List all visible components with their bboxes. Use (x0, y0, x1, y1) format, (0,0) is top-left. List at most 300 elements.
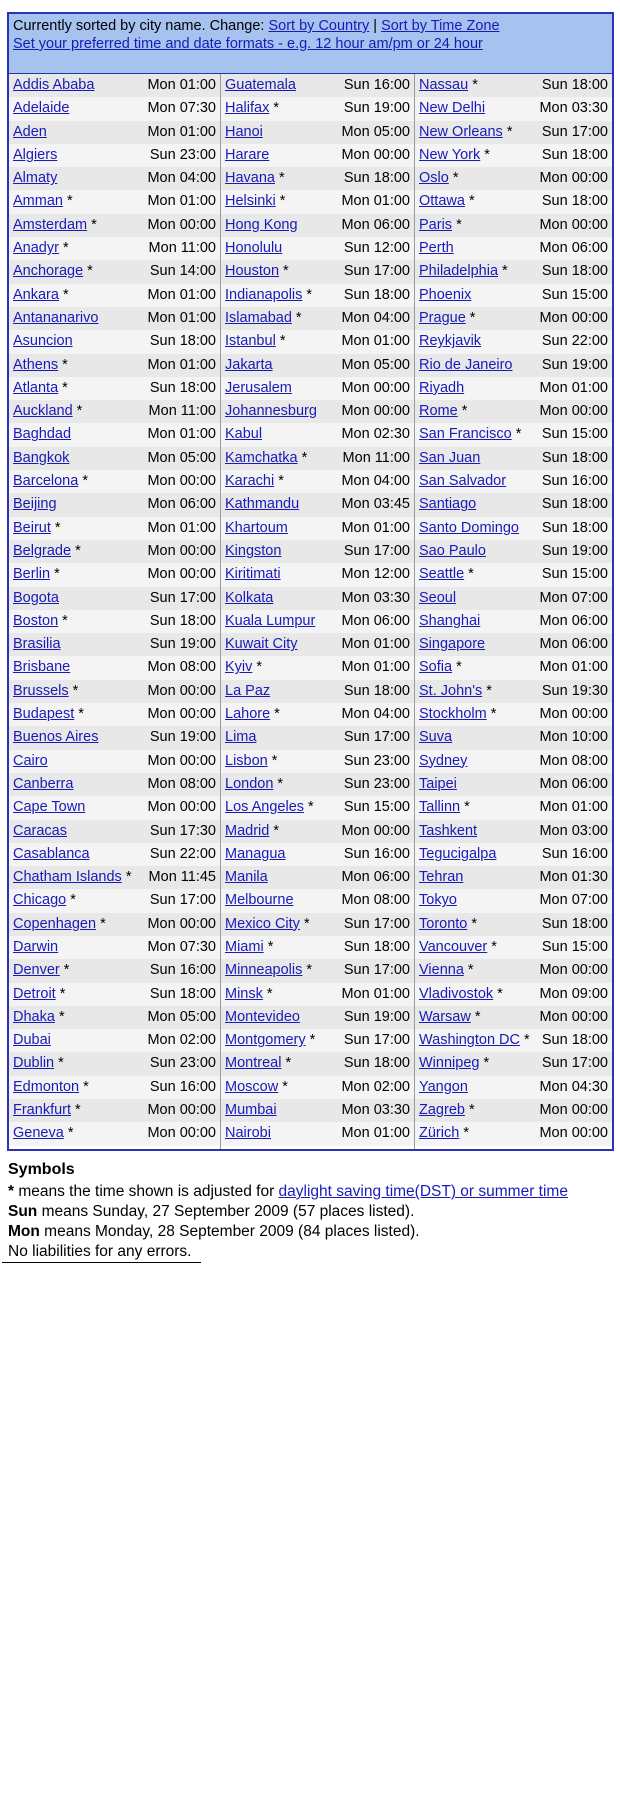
city-link[interactable]: Copenhagen (13, 915, 97, 932)
city-cell (419, 610, 480, 633)
city-row (415, 959, 612, 982)
city-link[interactable]: London (225, 775, 274, 792)
city-cell (225, 144, 269, 167)
local-time: Mon 00:00 (539, 1125, 608, 1142)
city-cell (13, 97, 69, 120)
city-link[interactable]: Anchorage (13, 263, 84, 280)
city-link[interactable]: Washington DC (419, 1032, 521, 1049)
city-link[interactable]: Casablanca (13, 845, 90, 862)
city-link[interactable]: Guatemala (225, 77, 296, 93)
city-link[interactable]: Rio de Janeiro (419, 356, 513, 373)
local-time: Mon 02:00 (147, 1032, 216, 1049)
city-link[interactable]: Tallinn (419, 799, 461, 816)
city-link[interactable]: Winnipeg (419, 1055, 480, 1072)
city-cell (419, 447, 480, 470)
city-row (415, 423, 612, 446)
local-time: Sun 15:00 (343, 799, 410, 816)
city-link[interactable]: Vancouver (419, 938, 488, 955)
dst-marker: * (63, 1125, 74, 1142)
city-link[interactable]: San Francisco (419, 426, 512, 443)
city-cell (419, 400, 467, 423)
city-link[interactable]: Ottawa (419, 193, 465, 210)
city-link[interactable]: Kolkata (225, 589, 274, 606)
city-row (415, 750, 612, 773)
city-link[interactable]: Vladivostok (419, 985, 494, 1002)
city-link[interactable]: Chicago (13, 892, 67, 909)
city-link[interactable]: Indianapolis (225, 286, 303, 303)
local-time: Mon 00:00 (539, 403, 608, 420)
city-row (221, 237, 414, 260)
dst-marker: * (269, 822, 279, 839)
city-row (415, 563, 612, 586)
city-link[interactable]: Istanbul (225, 333, 276, 350)
city-link[interactable]: Brasilia (13, 636, 61, 653)
local-time: Sun 18:00 (541, 1032, 608, 1049)
city-link[interactable]: Bogota (13, 589, 59, 606)
city-row (221, 284, 414, 307)
local-time: Mon 01:00 (341, 659, 410, 676)
city-link[interactable]: Mexico City (225, 915, 300, 932)
city-cell (225, 843, 285, 866)
city-link[interactable]: Darwin (13, 938, 59, 955)
local-time: Mon 06:00 (539, 636, 608, 653)
city-link[interactable]: Baghdad (13, 426, 72, 443)
city-link[interactable]: Islamabad (225, 309, 292, 326)
city-link[interactable]: Almaty (13, 170, 58, 187)
city-link[interactable]: Nassau (419, 77, 469, 93)
city-row (221, 377, 414, 400)
city-link[interactable]: Sofia (419, 659, 453, 676)
city-cell (225, 447, 307, 470)
formats-line (13, 35, 483, 53)
local-time: Mon 04:30 (539, 1078, 608, 1095)
city-link[interactable]: Berlin (13, 566, 51, 583)
dst-marker: * (59, 962, 70, 979)
city-link[interactable]: Adelaide (13, 100, 70, 117)
city-link[interactable]: Dhaka (13, 1008, 55, 1025)
city-link[interactable]: Tegucigalpa (419, 845, 497, 862)
city-link[interactable]: Kuwait City (225, 636, 298, 653)
local-time: Sun 23:00 (343, 752, 410, 769)
city-link[interactable]: Prague (419, 309, 466, 326)
local-time: Mon 00:00 (147, 542, 216, 559)
city-cell (13, 703, 84, 726)
local-time: Mon 07:30 (147, 100, 216, 117)
city-row (9, 656, 220, 679)
city-link[interactable]: Tehran (419, 869, 464, 886)
city-link[interactable]: Santo Domingo (419, 519, 519, 536)
city-link[interactable]: Dublin (13, 1055, 55, 1072)
local-time: Mon 01:00 (147, 356, 216, 373)
city-link[interactable]: Brisbane (13, 659, 71, 676)
city-cell (13, 843, 90, 866)
city-link[interactable]: Santiago (419, 496, 477, 513)
local-time: Mon 00:00 (147, 566, 216, 583)
city-cell (225, 470, 284, 493)
city-link[interactable]: Addis Ababa (13, 77, 95, 93)
city-link[interactable]: Tashkent (419, 822, 478, 839)
city-row (415, 1052, 612, 1075)
city-link[interactable]: Asuncion (13, 333, 73, 350)
city-cell (13, 796, 85, 819)
city-link[interactable]: Frankfurt (13, 1102, 72, 1119)
city-link[interactable]: Madrid (225, 822, 270, 839)
city-link[interactable]: Lisbon (225, 752, 268, 769)
city-link[interactable]: Kathmandu (225, 496, 300, 513)
city-link[interactable]: Tokyo (419, 892, 457, 909)
city-link[interactable]: Athens (13, 356, 59, 373)
city-link[interactable]: Manila (225, 869, 268, 886)
city-link[interactable]: Suva (419, 729, 453, 746)
dst-legend-text: means the time shown is adjusted for (14, 1183, 279, 1200)
city-link[interactable]: Barcelona (13, 473, 79, 490)
local-time: Mon 06:00 (341, 216, 410, 233)
local-time: Sun 18:00 (343, 1055, 410, 1072)
city-cell (13, 1006, 65, 1029)
city-link[interactable]: Dubai (13, 1032, 51, 1049)
city-cell (13, 889, 76, 912)
city-cell (225, 121, 263, 144)
local-time: Mon 06:00 (341, 869, 410, 886)
city-row (9, 773, 220, 796)
city-row (221, 517, 414, 540)
city-link[interactable]: Moscow (225, 1078, 279, 1095)
local-time: Sun 19:30 (541, 682, 608, 699)
city-cell (419, 470, 506, 493)
local-time: Sun 17:00 (541, 1055, 608, 1072)
symbols-legend (8, 1158, 620, 1263)
city-link[interactable]: Montgomery (225, 1032, 306, 1049)
local-time: Mon 07:00 (539, 589, 608, 606)
city-row (415, 354, 612, 377)
local-time: Sun 16:00 (541, 473, 608, 490)
city-link[interactable]: Amman (13, 193, 63, 210)
city-row (9, 307, 220, 330)
dst-marker: * (74, 706, 84, 723)
city-link[interactable]: Kiritimati (225, 566, 281, 583)
local-time: Sun 18:00 (343, 682, 410, 699)
dst-marker: * (463, 962, 474, 979)
city-cell (419, 680, 492, 703)
city-link[interactable]: Detroit (13, 985, 56, 1002)
city-link[interactable]: Minsk (225, 985, 263, 1002)
local-time: Mon 11:45 (148, 869, 216, 886)
city-link[interactable]: St. John's (419, 682, 483, 699)
local-time: Sun 23:00 (343, 775, 410, 792)
local-time: Mon 00:00 (147, 682, 216, 699)
dst-marker: * (302, 962, 313, 979)
city-link[interactable]: Beijing (13, 496, 57, 513)
city-link[interactable]: Zürich (419, 1125, 460, 1142)
city-link[interactable]: Montevideo (225, 1008, 300, 1025)
city-row (221, 74, 414, 97)
city-row (221, 959, 414, 982)
dst-marker: * (498, 263, 508, 280)
city-row (221, 470, 414, 493)
city-link[interactable]: Perth (419, 240, 454, 257)
city-cell (225, 680, 270, 703)
city-link[interactable]: Denver (13, 962, 60, 979)
city-link[interactable]: La Paz (225, 682, 271, 699)
city-row (221, 1052, 414, 1075)
city-link[interactable]: New Delhi (419, 100, 486, 117)
city-link[interactable]: Sydney (419, 752, 468, 769)
city-link[interactable]: Vienna (419, 962, 464, 979)
city-link[interactable]: Khartoum (225, 519, 288, 536)
city-cell (419, 633, 485, 656)
city-link[interactable]: Managua (225, 845, 286, 862)
sort-by-country-link[interactable]: Sort by Country (268, 18, 370, 34)
city-link[interactable]: Yangon (419, 1078, 468, 1095)
local-time: Mon 01:00 (147, 426, 216, 443)
city-cell (13, 1052, 64, 1075)
city-row (415, 1122, 612, 1145)
city-row (415, 587, 612, 610)
dst-marker: * (457, 403, 468, 420)
city-link[interactable]: Aden (13, 123, 47, 140)
city-row (221, 750, 414, 773)
city-cell (419, 540, 486, 563)
city-link[interactable]: Buenos Aires (13, 729, 99, 746)
local-time: Mon 00:00 (147, 1125, 216, 1142)
city-link[interactable]: Phoenix (419, 286, 472, 303)
city-link[interactable]: Oslo (419, 170, 449, 187)
dst-marker: * (278, 1078, 288, 1095)
city-row (9, 587, 220, 610)
local-time: Mon 01:00 (341, 193, 410, 210)
city-cell (13, 354, 68, 377)
city-cell (225, 167, 285, 190)
city-link[interactable]: Riyadh (419, 379, 465, 396)
city-link[interactable]: Reykjavik (419, 333, 482, 350)
city-link[interactable]: Seoul (419, 589, 457, 606)
city-link[interactable]: Shanghai (419, 612, 481, 629)
local-time: Mon 00:00 (341, 403, 410, 420)
city-link[interactable]: Singapore (419, 636, 486, 653)
dst-marker: * (274, 170, 285, 187)
city-link[interactable]: Kabul (225, 426, 263, 443)
city-cell (225, 330, 285, 353)
local-time: Sun 17:00 (343, 729, 410, 746)
city-link[interactable]: Stockholm (419, 706, 487, 723)
city-cell (225, 633, 298, 656)
local-time: Mon 01:30 (539, 869, 608, 886)
city-link[interactable]: Warsaw (419, 1008, 471, 1025)
city-row (221, 633, 414, 656)
city-link[interactable]: Anadyr (13, 240, 59, 257)
sun-legend-text: means Sunday, 27 September 2009 (57 places listed). (37, 1203, 415, 1220)
city-link[interactable]: Harare (225, 146, 270, 163)
city-link[interactable]: Edmonton (13, 1078, 80, 1095)
city-link[interactable]: Honolulu (225, 240, 283, 257)
city-cell (225, 260, 289, 283)
mon-legend-text: means Monday, 28 September 2009 (84 places listed). (39, 1223, 420, 1240)
city-cell (225, 237, 282, 260)
city-link[interactable]: Antananarivo (13, 309, 99, 326)
local-time: Sun 17:00 (343, 263, 410, 280)
city-link[interactable]: Toronto (419, 915, 468, 932)
city-cell (225, 563, 281, 586)
city-link[interactable]: Cairo (13, 752, 48, 769)
city-link[interactable]: Houston (225, 263, 280, 280)
dst-marker: * (467, 915, 478, 932)
world-clock-table (7, 12, 614, 1151)
city-cell (419, 983, 503, 1006)
city-row (221, 97, 414, 120)
local-time: Mon 05:00 (147, 449, 216, 466)
city-link[interactable]: Budapest (13, 706, 75, 723)
city-link[interactable]: Karachi (225, 473, 275, 490)
local-time: Mon 00:00 (147, 1102, 216, 1119)
city-row (221, 214, 414, 237)
local-time: Mon 04:00 (341, 706, 410, 723)
dst-marker: * (297, 449, 308, 466)
city-cell (225, 190, 285, 213)
city-row (221, 167, 414, 190)
dst-marker: * (464, 193, 475, 210)
city-cell (13, 517, 61, 540)
local-time: Sun 18:00 (343, 938, 410, 955)
local-time: Sun 18:00 (541, 519, 608, 536)
city-cell (225, 1099, 277, 1122)
city-link[interactable]: New Orleans (419, 123, 503, 140)
city-cell (225, 796, 314, 819)
city-link[interactable]: Melbourne (225, 892, 294, 909)
dst-marker: * (302, 286, 313, 303)
city-link[interactable]: Halifax (225, 100, 270, 117)
city-link[interactable]: Algiers (13, 146, 58, 163)
city-cell (225, 1006, 300, 1029)
city-cell (13, 773, 73, 796)
dst-marker: * (274, 473, 284, 490)
local-time: Sun 19:00 (149, 729, 216, 746)
local-time: Sun 22:00 (541, 333, 608, 350)
city-cell (225, 1052, 291, 1075)
dst-marker: * (54, 1008, 65, 1025)
city-link[interactable]: Paris (419, 216, 453, 233)
city-row (415, 260, 612, 283)
city-link[interactable]: Seattle (419, 566, 465, 583)
local-time: Sun 16:00 (541, 845, 608, 862)
dst-marker: * (464, 566, 474, 583)
city-link[interactable]: Mumbai (225, 1102, 277, 1119)
city-cell (419, 1006, 481, 1029)
city-link[interactable]: New York (419, 146, 481, 163)
local-time: Mon 11:00 (342, 449, 410, 466)
dst-info-link[interactable]: daylight saving time(DST) or summer time (278, 1183, 568, 1200)
local-time: Sun 15:00 (541, 286, 608, 303)
city-link[interactable]: San Salvador (419, 473, 507, 490)
city-link[interactable]: Beirut (13, 519, 51, 536)
city-row (415, 121, 612, 144)
city-link[interactable]: Sao Paulo (419, 542, 486, 559)
city-link[interactable]: Los Angeles (225, 799, 305, 816)
city-link[interactable]: Taipei (419, 775, 457, 792)
city-row (9, 97, 220, 120)
local-time: Sun 18:00 (541, 449, 608, 466)
city-row (415, 284, 612, 307)
city-link[interactable]: Jerusalem (225, 379, 292, 396)
city-row (9, 144, 220, 167)
dst-marker: * (299, 915, 310, 932)
local-time: Sun 18:00 (149, 612, 216, 629)
local-time: Mon 01:00 (341, 985, 410, 1002)
city-link[interactable]: Johannesburg (225, 403, 317, 420)
dst-marker: * (486, 706, 497, 723)
city-link[interactable]: Chatham Islands (13, 869, 122, 886)
city-link[interactable]: Jakarta (225, 356, 273, 373)
city-cell (13, 656, 70, 679)
local-time: Mon 12:00 (341, 566, 410, 583)
city-link[interactable]: Hanoi (225, 123, 263, 140)
city-link[interactable]: Kamchatka (225, 449, 298, 466)
city-link[interactable]: Hong Kong (225, 216, 298, 233)
city-link[interactable]: Bangkok (13, 449, 70, 466)
city-link[interactable]: Lahore (225, 706, 271, 723)
city-link[interactable]: Geneva (13, 1125, 64, 1142)
city-cell (13, 1122, 73, 1145)
city-link[interactable]: Belgrade (13, 542, 72, 559)
city-link[interactable]: Lima (225, 729, 257, 746)
city-link[interactable]: Rome (419, 403, 458, 420)
city-link[interactable]: Brussels (13, 682, 69, 699)
time-format-settings-link[interactable]: Set your preferred time and date formats - e.g. 12 hour am/pm or 24 hour (13, 36, 483, 52)
city-row (9, 633, 220, 656)
city-link[interactable]: Caracas (13, 822, 67, 839)
city-link[interactable]: Boston (13, 612, 59, 629)
city-cell (13, 493, 57, 516)
city-link[interactable]: Minneapolis (225, 962, 303, 979)
local-time: Mon 01:00 (147, 519, 216, 536)
local-time: Sun 16:00 (343, 77, 410, 93)
city-link[interactable]: Atlanta (13, 379, 59, 396)
city-link[interactable]: Nairobi (225, 1125, 271, 1142)
city-link[interactable]: Auckland (13, 403, 73, 420)
local-time: Mon 06:00 (539, 240, 608, 257)
city-link[interactable]: Canberra (13, 775, 74, 792)
city-link[interactable]: Philadelphia (419, 263, 499, 280)
city-link[interactable]: Ankara (13, 286, 59, 303)
city-cell (13, 400, 82, 423)
local-time: Mon 00:00 (147, 216, 216, 233)
city-link[interactable]: Kingston (225, 542, 282, 559)
city-link[interactable]: Zagreb (419, 1102, 465, 1119)
city-row (415, 866, 612, 889)
dst-marker: * (459, 1125, 469, 1142)
city-link[interactable]: Havana (225, 170, 275, 187)
city-link[interactable]: San Juan (419, 449, 481, 466)
city-link[interactable]: Amsterdam (13, 216, 88, 233)
city-link[interactable]: Kyiv (225, 659, 253, 676)
city-link[interactable]: Helsinki (225, 193, 276, 210)
local-time: Mon 08:00 (341, 892, 410, 909)
city-link[interactable]: Cape Town (13, 799, 86, 816)
city-row (9, 74, 220, 97)
city-row (9, 423, 220, 446)
city-row (221, 866, 414, 889)
city-link[interactable]: Miami (225, 938, 264, 955)
city-row (221, 656, 414, 679)
sort-by-timezone-link[interactable]: Sort by Time Zone (381, 18, 500, 34)
city-cell (13, 260, 93, 283)
city-link[interactable]: Montreal (225, 1055, 282, 1072)
city-cell (419, 936, 497, 959)
city-cell (225, 866, 268, 889)
city-row (221, 121, 414, 144)
city-link[interactable]: Kuala Lumpur (225, 612, 316, 629)
local-time: Mon 01:00 (147, 193, 216, 210)
dst-marker: * (275, 193, 286, 210)
